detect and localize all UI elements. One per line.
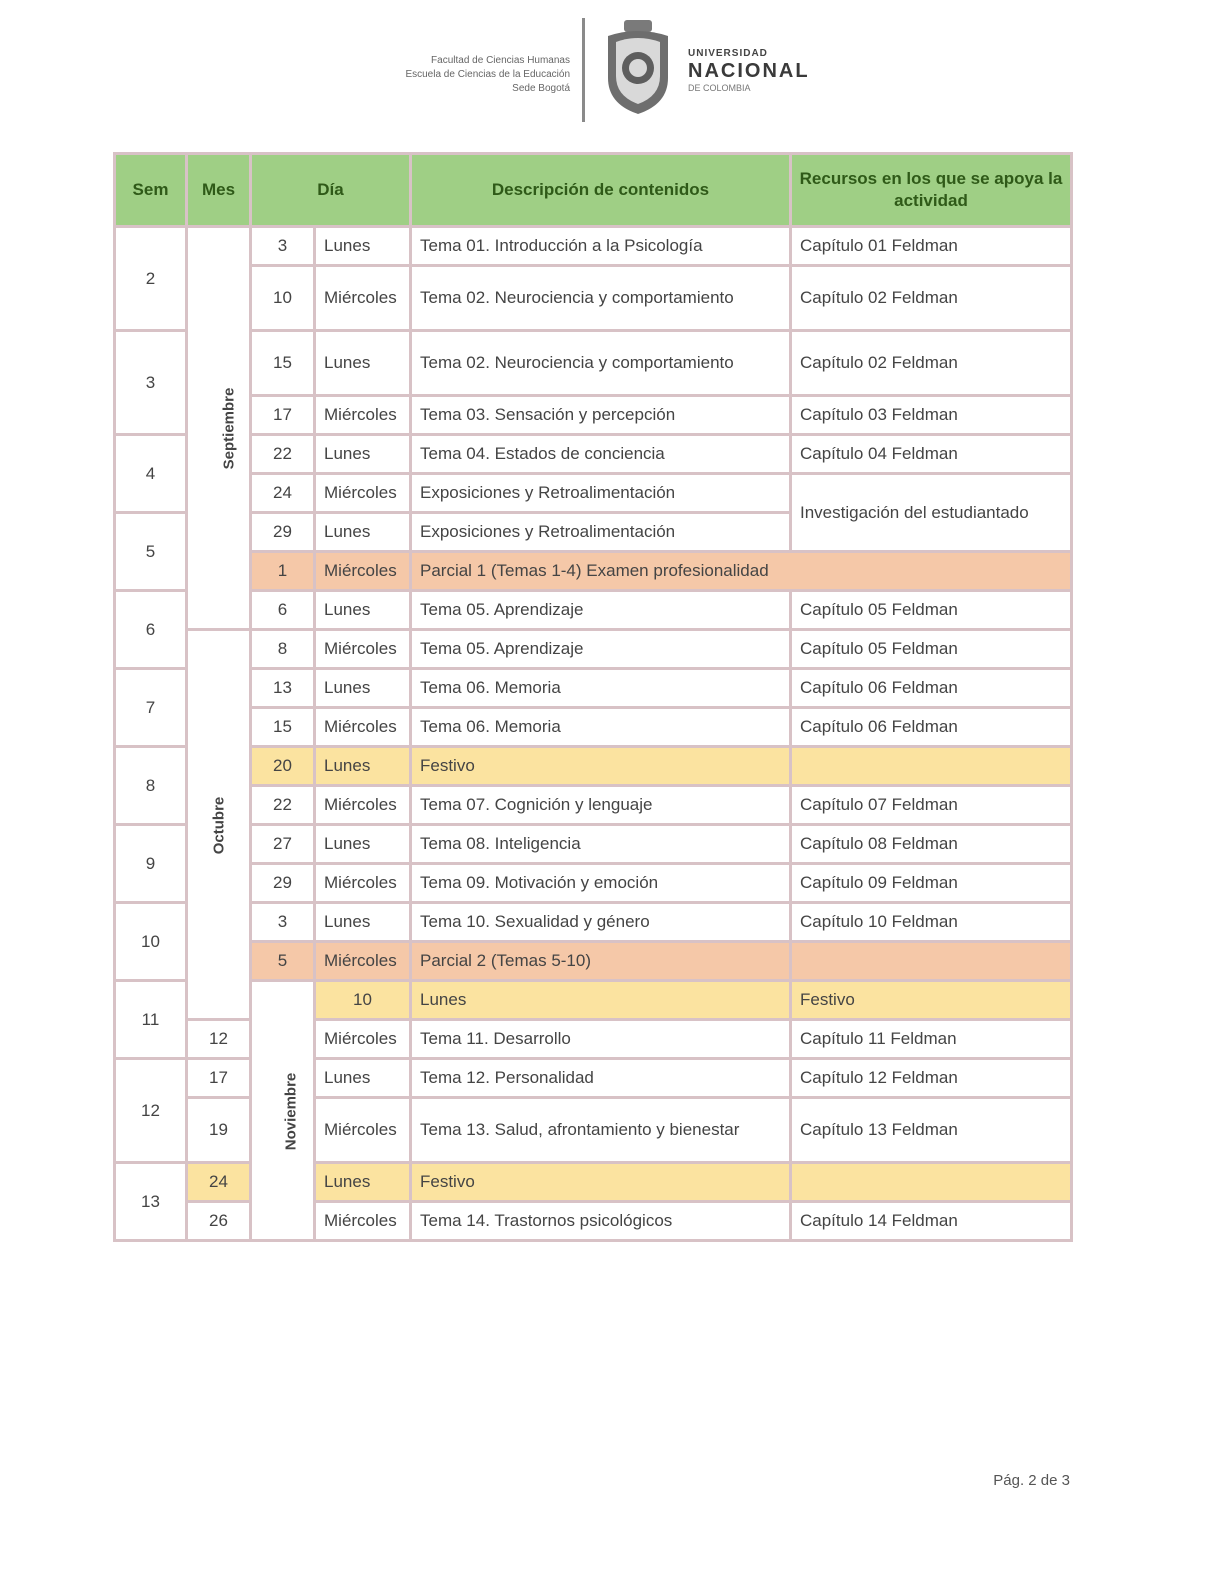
day-name: Lunes <box>315 331 411 396</box>
week-cell: 2 <box>115 227 187 331</box>
table-row <box>115 474 1072 513</box>
resource-cell: Capítulo 06 Feldman <box>791 708 1072 747</box>
table-header-row <box>115 154 1072 227</box>
resource-cell: Capítulo 08 Feldman <box>791 825 1072 864</box>
day-number: 1 <box>251 552 315 591</box>
resource-cell <box>791 1163 1072 1202</box>
resource-cell: Capítulo 07 Feldman <box>791 786 1072 825</box>
week-cell: 9 <box>115 825 187 903</box>
header-sem: Sem <box>115 154 187 227</box>
resource-cell: Capítulo 05 Feldman <box>791 630 1072 669</box>
description-cell: Exposiciones y Retroalimentación <box>411 513 791 552</box>
table-row <box>115 266 1072 331</box>
resource-cell: Capítulo 12 Feldman <box>791 1059 1072 1098</box>
day-name: Miércoles <box>315 1098 411 1163</box>
day-number: 8 <box>251 630 315 669</box>
description-cell: Tema 06. Memoria <box>411 669 791 708</box>
week-cell: 6 <box>115 591 187 669</box>
day-number: 6 <box>251 591 315 630</box>
description-cell: Tema 09. Motivación y emoción <box>411 864 791 903</box>
month-label: Septiembre <box>220 387 238 470</box>
description-cell: Tema 02. Neurociencia y comportamiento <box>411 266 791 331</box>
resource-cell: Investigación del estudiantado <box>791 474 1072 552</box>
schedule-table <box>113 152 1073 1242</box>
header-dia: Día <box>251 154 411 227</box>
description-cell: Tema 11. Desarrollo <box>411 1020 791 1059</box>
description-cell: Tema 02. Neurociencia y comportamiento <box>411 331 791 396</box>
table-row-exam <box>115 942 1072 981</box>
day-number: 10 <box>315 981 411 1020</box>
resource-cell: Capítulo 01 Feldman <box>791 227 1072 266</box>
document-header <box>370 14 840 124</box>
resource-cell <box>791 942 1072 981</box>
university-top: UNIVERSIDAD <box>688 48 768 59</box>
day-name: Lunes <box>315 1059 411 1098</box>
day-name: Miércoles <box>315 474 411 513</box>
day-number: 24 <box>187 1163 251 1202</box>
day-number: 29 <box>251 864 315 903</box>
day-number: 22 <box>251 786 315 825</box>
resource-cell: Capítulo 05 Feldman <box>791 591 1072 630</box>
day-number: 22 <box>251 435 315 474</box>
day-name: Miércoles <box>315 552 411 591</box>
day-name: Miércoles <box>315 708 411 747</box>
description-cell: Exposiciones y Retroalimentación <box>411 474 791 513</box>
table-row <box>115 864 1072 903</box>
description-cell: Festivo <box>791 981 1072 1020</box>
header-recursos: Recursos en los que se apoya la actividad <box>791 154 1072 227</box>
day-name: Miércoles <box>315 942 411 981</box>
week-cell: 4 <box>115 435 187 513</box>
description-cell: Tema 06. Memoria <box>411 708 791 747</box>
week-cell: 5 <box>115 513 187 591</box>
day-name: Lunes <box>315 591 411 630</box>
resource-cell: Capítulo 09 Feldman <box>791 864 1072 903</box>
day-number: 17 <box>187 1059 251 1098</box>
day-number: 12 <box>187 1020 251 1059</box>
day-number: 13 <box>251 669 315 708</box>
day-number: 29 <box>251 513 315 552</box>
day-number: 15 <box>251 708 315 747</box>
table-row <box>115 786 1072 825</box>
day-name: Lunes <box>315 227 411 266</box>
table-row <box>115 630 1072 669</box>
month-cell <box>187 227 251 630</box>
resource-cell: Capítulo 02 Feldman <box>791 331 1072 396</box>
description-cell: Tema 04. Estados de conciencia <box>411 435 791 474</box>
day-name: Miércoles <box>315 786 411 825</box>
table-row <box>115 708 1072 747</box>
day-name: Miércoles <box>315 630 411 669</box>
day-number: 3 <box>251 903 315 942</box>
resource-cell <box>791 747 1072 786</box>
university-bottom: DE COLOMBIA <box>688 83 751 93</box>
day-name: Lunes <box>315 747 411 786</box>
day-name: Lunes <box>315 513 411 552</box>
institution-line-1: Facultad de Ciencias Humanas <box>431 55 570 66</box>
resource-cell: Capítulo 06 Feldman <box>791 669 1072 708</box>
university-main: NACIONAL <box>688 60 810 82</box>
table-row-holiday <box>115 981 1072 1020</box>
table-row <box>115 435 1072 474</box>
day-number: 19 <box>187 1098 251 1163</box>
description-cell: Festivo <box>411 1163 791 1202</box>
table-row <box>115 903 1072 942</box>
day-name: Lunes <box>315 903 411 942</box>
table-row-exam <box>115 552 1072 591</box>
university-seal-icon <box>602 18 674 118</box>
day-number: 5 <box>251 942 315 981</box>
month-cell <box>251 981 315 1241</box>
header-descripcion: Descripción de contenidos <box>411 154 791 227</box>
day-number: 17 <box>251 396 315 435</box>
university-name <box>688 48 838 93</box>
table-row <box>115 825 1072 864</box>
description-cell: Parcial 2 (Temas 5-10) <box>411 942 791 981</box>
day-name: Miércoles <box>315 1020 411 1059</box>
page-number: Pág. 2 de 3 <box>993 1472 1070 1489</box>
day-number: 27 <box>251 825 315 864</box>
week-cell: 10 <box>115 903 187 981</box>
resource-cell: Capítulo 10 Feldman <box>791 903 1072 942</box>
header-mes: Mes <box>187 154 251 227</box>
day-name: Miércoles <box>315 396 411 435</box>
resource-cell: Capítulo 04 Feldman <box>791 435 1072 474</box>
institution-text <box>340 54 570 96</box>
day-name: Lunes <box>315 435 411 474</box>
month-cell <box>187 630 251 1020</box>
week-cell: 11 <box>115 981 187 1059</box>
day-number: 10 <box>251 266 315 331</box>
description-cell: Tema 10. Sexualidad y género <box>411 903 791 942</box>
institution-line-2: Escuela de Ciencias de la Educación <box>405 69 570 80</box>
description-cell: Tema 13. Salud, afrontamiento y bienestar <box>411 1098 791 1163</box>
table-row <box>115 227 1072 266</box>
resource-cell: Capítulo 03 Feldman <box>791 396 1072 435</box>
table-row <box>115 331 1072 396</box>
description-cell: Tema 12. Personalidad <box>411 1059 791 1098</box>
description-cell: Tema 05. Aprendizaje <box>411 630 791 669</box>
day-number: 3 <box>251 227 315 266</box>
day-number: 20 <box>251 747 315 786</box>
table-row <box>115 669 1072 708</box>
day-number: 15 <box>251 331 315 396</box>
institution-line-3: Sede Bogotá <box>512 83 570 94</box>
month-label: Octubre <box>209 796 227 854</box>
day-name: Miércoles <box>315 1202 411 1241</box>
description-cell: Festivo <box>411 747 791 786</box>
resource-cell: Capítulo 11 Feldman <box>791 1020 1072 1059</box>
week-cell: 8 <box>115 747 187 825</box>
resource-cell: Capítulo 13 Feldman <box>791 1098 1072 1163</box>
table-row <box>115 396 1072 435</box>
day-number: 24 <box>251 474 315 513</box>
day-name: Lunes <box>315 825 411 864</box>
week-cell: 3 <box>115 331 187 435</box>
description-cell: Tema 05. Aprendizaje <box>411 591 791 630</box>
day-name: Lunes <box>411 981 791 1020</box>
description-cell: Tema 08. Inteligencia <box>411 825 791 864</box>
day-name: Lunes <box>315 669 411 708</box>
description-cell: Parcial 1 (Temas 1-4) Examen profesionalidad <box>411 552 1072 591</box>
description-cell: Tema 03. Sensación y percepción <box>411 396 791 435</box>
month-label: Noviembre <box>282 1072 300 1150</box>
header-divider <box>582 18 585 122</box>
day-name: Miércoles <box>315 266 411 331</box>
table-row <box>115 591 1072 630</box>
week-cell: 12 <box>115 1059 187 1163</box>
day-name: Miércoles <box>315 864 411 903</box>
table-row-holiday <box>115 747 1072 786</box>
description-cell: Tema 14. Trastornos psicológicos <box>411 1202 791 1241</box>
week-cell: 13 <box>115 1163 187 1241</box>
resource-cell: Capítulo 02 Feldman <box>791 266 1072 331</box>
description-cell: Tema 07. Cognición y lenguaje <box>411 786 791 825</box>
description-cell: Tema 01. Introducción a la Psicología <box>411 227 791 266</box>
day-name: Lunes <box>315 1163 411 1202</box>
day-number: 26 <box>187 1202 251 1241</box>
resource-cell: Capítulo 14 Feldman <box>791 1202 1072 1241</box>
week-cell: 7 <box>115 669 187 747</box>
